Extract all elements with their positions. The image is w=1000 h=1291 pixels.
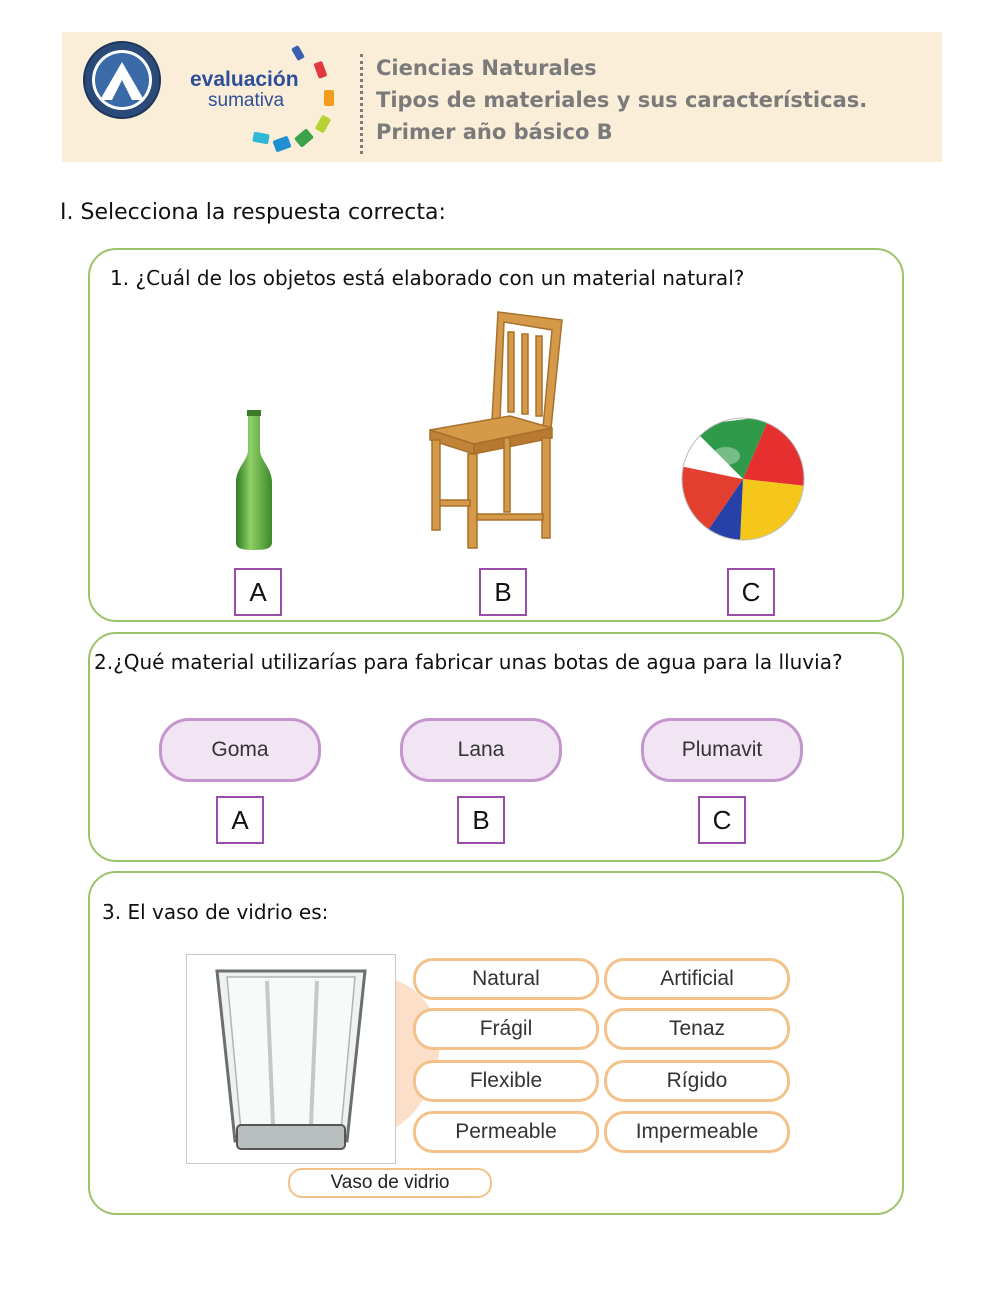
topic-title: Tipos de materiales y sus características. [376,88,868,112]
wooden-chair-image[interactable] [424,308,564,552]
q2-pill-plumavit: Plumavit [641,718,803,782]
choice-natural[interactable]: Natural [413,958,599,1000]
q1-option-a[interactable]: A [234,568,282,616]
q2-option-b[interactable]: B [457,796,505,844]
q2-option-a[interactable]: A [216,796,264,844]
choice-flexible[interactable]: Flexible [413,1060,599,1102]
question-3 [102,900,328,924]
choice-tenaz[interactable]: Tenaz [604,1008,790,1050]
question-1-text: ¿Cuál de los objetos está elaborado con un material natural? [135,266,745,290]
choice-permeable[interactable]: Permeable [413,1111,599,1153]
header-banner [62,32,942,162]
green-bottle-image[interactable] [226,408,282,552]
question-2 [94,650,843,674]
question-1-number: 1. [110,266,130,290]
question-3-text: El vaso de vidrio es: [127,900,329,924]
brand-subtitle: sumativa [208,90,285,111]
choice-artificial[interactable]: Artificial [604,958,790,1000]
color-ring-icon [232,42,342,152]
header-divider [360,54,363,154]
grade-title: Primer año básico B [376,120,613,144]
choice-impermeable[interactable]: Impermeable [604,1111,790,1153]
glass-cup-image[interactable] [187,955,395,1163]
glass-image-frame [186,954,396,1164]
glass-caption: Vaso de vidrio [288,1168,492,1198]
instruction-text: I. Selecciona la respuesta correcta: [60,200,446,225]
q2-pill-goma: Goma [159,718,321,782]
q1-option-b[interactable]: B [479,568,527,616]
school-logo-icon [82,40,162,120]
q2-pill-lana: Lana [400,718,562,782]
question-2-number: 2. [94,650,114,674]
brand-title: evaluación [190,68,299,91]
choice-rigido[interactable]: Rígido [604,1060,790,1102]
subject-title: Ciencias Naturales [376,56,597,80]
question-3-number: 3. [102,900,122,924]
choice-fragil[interactable]: Frágil [413,1008,599,1050]
question-1 [110,266,744,290]
question-2-text: ¿Qué material utilizarías para fabricar unas botas de agua para la lluvia? [113,650,843,674]
beach-ball-image[interactable] [680,416,806,542]
q2-option-c[interactable]: C [698,796,746,844]
q1-option-c[interactable]: C [727,568,775,616]
